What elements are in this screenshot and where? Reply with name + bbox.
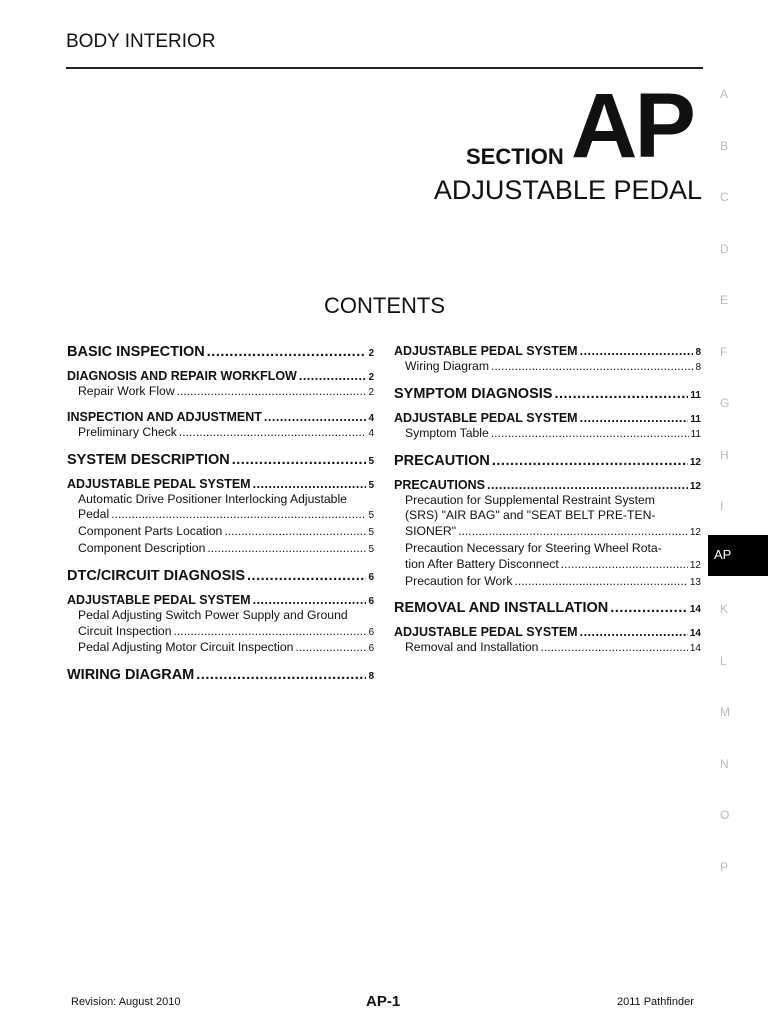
toc-entry-level3[interactable]: [67, 507, 374, 524]
toc-leader-dots: [111, 507, 366, 523]
header-rule: [66, 67, 703, 69]
toc-leader-dots: [196, 667, 366, 683]
toc-entry-level2[interactable]: [394, 478, 701, 492]
toc-entry-level2[interactable]: [67, 410, 374, 424]
toc-leader-dots: [207, 344, 367, 360]
header-title: BODY INTERIOR: [66, 31, 216, 52]
toc-leader-dots: [610, 600, 688, 616]
toc-entry-line[interactable]: Precaution Necessary for Steering Wheel Rota-: [405, 540, 662, 555]
toc-entry-title: REMOVAL AND INSTALLATION: [394, 600, 609, 617]
toc-entry-page: 13: [689, 576, 701, 588]
footer-model: 2011 Pathfinder: [617, 996, 694, 1008]
toc-entry-page: 6: [368, 643, 374, 655]
thumb-index-letter[interactable]: N: [720, 756, 729, 771]
toc-leader-dots: [253, 593, 367, 607]
toc-entry-page: 14: [689, 604, 701, 616]
toc-entry-page: 12: [689, 527, 701, 539]
toc-entry-page: 8: [368, 671, 374, 683]
toc-entry-page: 2: [368, 387, 374, 398]
toc-leader-dots: [580, 411, 689, 425]
footer-revision: Revision: August 2010: [71, 996, 181, 1008]
toc-entry-level3[interactable]: [394, 640, 701, 657]
toc-entry-line[interactable]: Automatic Drive Positioner Interlocking Adjustable: [78, 491, 347, 506]
contents-title: CONTENTS: [324, 293, 445, 318]
toc-entry-page: 6: [368, 626, 374, 638]
thumb-index-letter[interactable]: P: [720, 859, 729, 874]
toc-entry-level3[interactable]: [394, 574, 701, 591]
thumb-index-letter[interactable]: C: [720, 190, 729, 204]
toc-leader-dots: [492, 453, 688, 469]
toc-entry-title: ADJUSTABLE PEDAL SYSTEM: [394, 344, 578, 358]
toc-leader-dots: [580, 625, 688, 639]
section-code: AP: [571, 75, 693, 177]
toc-entry-title: Circuit Inspection: [78, 623, 172, 638]
toc-entry-page: 12: [689, 456, 701, 468]
toc-entry-level1[interactable]: [394, 600, 701, 616]
thumb-index-letter[interactable]: E: [720, 293, 729, 307]
toc-leader-dots: [177, 384, 367, 400]
toc-entry-page: 5: [368, 479, 374, 491]
toc-right-column: [394, 344, 701, 657]
toc-entry-page: 6: [368, 595, 374, 607]
toc-entry-page: 4: [368, 427, 374, 439]
toc-entry-page: 4: [368, 412, 374, 424]
toc-entry-title: WIRING DIAGRAM: [67, 667, 195, 684]
toc-entry-page: 5: [368, 527, 374, 539]
toc-leader-dots: [299, 369, 367, 383]
toc-entry-page: 11: [690, 413, 701, 425]
toc-entry-title: tion After Battery Disconnect: [405, 556, 559, 571]
toc-entry-level1[interactable]: [394, 386, 701, 402]
thumb-index-active[interactable]: [708, 535, 768, 576]
toc-entry-level3[interactable]: [67, 425, 374, 442]
thumb-index-letter[interactable]: L: [720, 653, 727, 668]
toc-leader-dots: [580, 344, 694, 358]
toc-leader-dots: [179, 425, 367, 441]
section-title: ADJUSTABLE PEDAL: [433, 175, 702, 205]
toc-entry-level1[interactable]: [67, 568, 374, 584]
toc-entry-page: 2: [368, 372, 374, 383]
toc-left-column: [67, 344, 374, 689]
thumb-index-letter[interactable]: G: [720, 396, 730, 410]
toc-leader-dots: [224, 524, 366, 540]
thumb-index-letter[interactable]: I: [720, 499, 724, 513]
toc-leader-dots: [247, 568, 366, 584]
toc-leader-dots: [491, 359, 693, 375]
toc-entry-page: 12: [689, 559, 701, 571]
toc-entry-page: 12: [689, 480, 701, 492]
toc-leader-dots: [561, 557, 688, 573]
toc-entry-level3[interactable]: [67, 640, 374, 657]
toc-entry-title: DIAGNOSIS AND REPAIR WORKFLOW: [67, 369, 297, 383]
thumb-index-letter[interactable]: K: [720, 602, 729, 616]
toc-entry-title: Symptom Table: [405, 425, 489, 440]
toc-leader-dots: [458, 524, 688, 540]
toc-entry-title: Component Parts Location: [78, 524, 223, 539]
toc-entry-page: 8: [695, 362, 701, 373]
thumb-index-active-label: AP: [714, 547, 732, 562]
toc-entry-title: PRECAUTION: [394, 452, 490, 469]
toc-entry-title: SIONER": [405, 524, 457, 539]
toc-leader-dots: [554, 386, 688, 402]
thumb-index-letter[interactable]: A: [720, 87, 729, 101]
toc-entry-title: PRECAUTIONS: [394, 477, 485, 492]
toc-leader-dots: [514, 574, 687, 590]
toc-entry-title: SYMPTOM DIAGNOSIS: [394, 385, 553, 402]
toc-entry-title: ADJUSTABLE PEDAL SYSTEM: [67, 592, 251, 607]
toc-entry-title: Removal and Installation: [405, 640, 539, 655]
toc-entry-page: 8: [695, 347, 701, 358]
toc-entry-level3[interactable]: [394, 524, 701, 541]
thumb-index-letter[interactable]: B: [720, 138, 729, 153]
toc-entry-page: 5: [368, 543, 374, 555]
toc-leader-dots: [264, 410, 367, 424]
thumb-index-letter[interactable]: F: [720, 344, 728, 359]
toc-entry-level1[interactable]: [67, 667, 374, 683]
toc-entry-level2[interactable]: [394, 344, 701, 358]
toc-entry-line[interactable]: Precaution for Supplemental Restraint System: [405, 492, 655, 507]
thumb-index-letter[interactable]: D: [720, 241, 729, 256]
toc-entry-level1[interactable]: [394, 453, 701, 469]
toc-entry-page: 6: [368, 571, 374, 583]
toc-entry-level3[interactable]: [67, 624, 374, 641]
toc-entry-title: Precaution for Work: [405, 573, 513, 588]
section-label: SECTION: [466, 144, 564, 169]
toc-entry-title: Component Description: [78, 540, 206, 555]
toc-leader-dots: [207, 541, 366, 557]
toc-entry-title: Repair Work Flow: [78, 384, 175, 398]
toc-entry-level3[interactable]: [394, 359, 701, 376]
toc-entry-page: 11: [690, 428, 701, 440]
footer-page-number: AP-1: [366, 993, 401, 1010]
toc-entry-title: Pedal: [78, 507, 110, 522]
toc-entry-level2[interactable]: [67, 477, 374, 491]
toc-entry-page: 14: [689, 643, 701, 655]
toc-leader-dots: [253, 477, 367, 491]
toc-entry-title: Preliminary Check: [78, 424, 177, 439]
toc-entry-title: ADJUSTABLE PEDAL SYSTEM: [394, 625, 578, 640]
toc-entry-title: ADJUSTABLE PEDAL SYSTEM: [394, 410, 578, 425]
toc-entry-level2[interactable]: [394, 625, 701, 639]
toc-entry-title: SYSTEM DESCRIPTION: [67, 451, 230, 468]
toc-entry-title: Pedal Adjusting Motor Circuit Inspection: [78, 640, 294, 655]
toc-entry-level1[interactable]: [67, 344, 374, 360]
toc-entry-title: ADJUSTABLE PEDAL SYSTEM: [67, 476, 251, 491]
toc-entry-line[interactable]: (SRS) "AIR BAG" and "SEAT BELT PRE-TEN-: [405, 508, 656, 523]
toc-entry-level3[interactable]: [67, 524, 374, 541]
toc-entry-level2[interactable]: [67, 593, 374, 607]
toc-entry-title: BASIC INSPECTION: [67, 344, 205, 360]
toc-entry-title: INSPECTION AND ADJUSTMENT: [67, 409, 262, 424]
toc-entry-level2[interactable]: [67, 369, 374, 383]
toc-entry-title: DTC/CIRCUIT DIAGNOSIS: [67, 567, 246, 584]
toc-entry-page: 5: [368, 455, 374, 467]
toc-entry-page: 2: [368, 348, 374, 359]
toc-entry-page: 11: [690, 389, 701, 401]
thumb-index-letter[interactable]: H: [720, 447, 729, 462]
toc-entry-title: Wiring Diagram: [405, 359, 489, 373]
toc-entry-level3[interactable]: [67, 384, 374, 401]
toc-entry-page: 14: [689, 628, 701, 640]
thumb-index-letter[interactable]: M: [720, 705, 730, 719]
toc-entry-level2[interactable]: [394, 411, 701, 425]
toc-leader-dots: [295, 640, 366, 656]
toc-entry-level3[interactable]: [394, 557, 701, 574]
toc-leader-dots: [487, 478, 688, 492]
thumb-index-letter[interactable]: O: [720, 808, 730, 822]
toc-leader-dots: [173, 624, 366, 640]
toc-entry-page: 5: [368, 510, 374, 522]
toc-leader-dots: [491, 426, 689, 442]
toc-entry-level3[interactable]: [394, 426, 701, 443]
toc-leader-dots: [540, 640, 687, 656]
toc-leader-dots: [232, 452, 367, 468]
toc-entry-level3[interactable]: [67, 541, 374, 558]
toc-entry-line[interactable]: Pedal Adjusting Switch Power Supply and Ground: [78, 607, 348, 622]
toc-entry-level1[interactable]: [67, 452, 374, 468]
